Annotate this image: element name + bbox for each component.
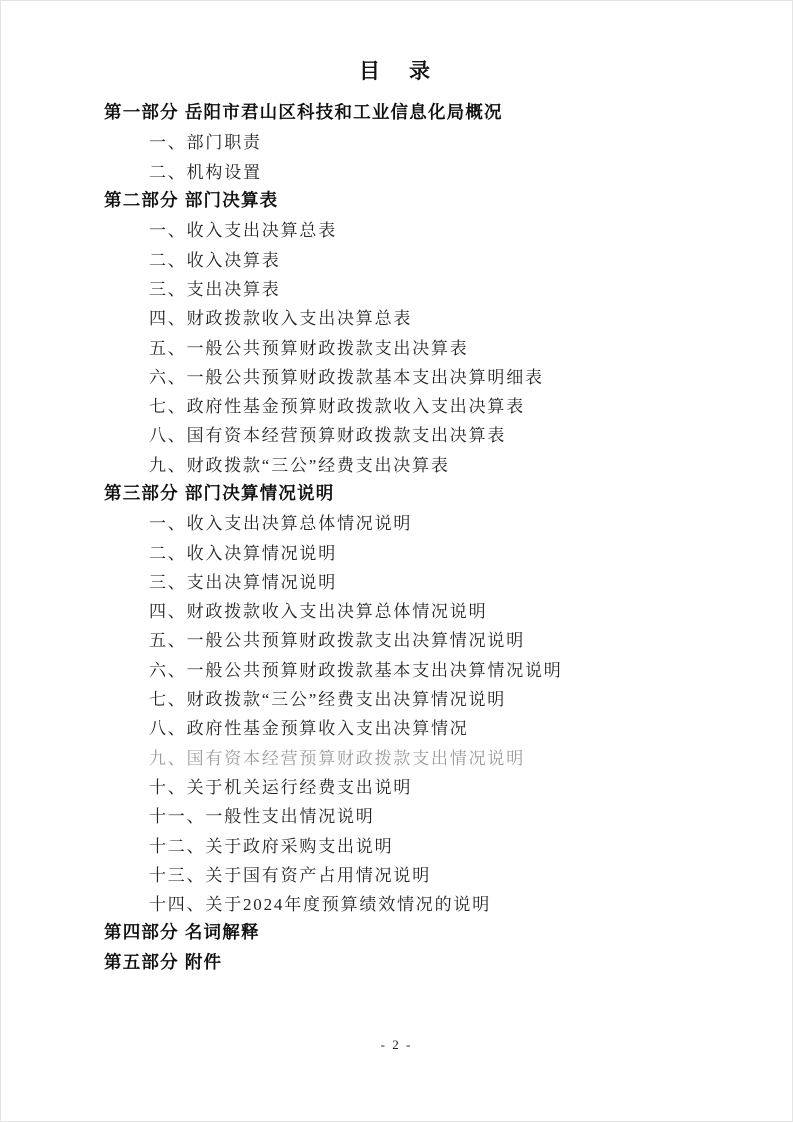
toc-item: 十三、关于国有资产占用情况说明 [149,865,431,885]
toc-item: 四、财政拨款收入支出决算总表 [149,309,413,329]
toc-item-muted: 九、国有资本经营预算财政拨款支出情况说明 [149,748,525,768]
table-of-contents [1,97,792,976]
toc-item: 八、政府性基金预算收入支出决算情况 [149,719,469,739]
page-title: 目 录 [359,60,434,83]
toc-item: 三、支出决算情况说明 [149,572,337,592]
toc-heading-part-4: 第四部分 名词解释 [104,922,260,943]
toc-item: 十一、一般性支出情况说明 [149,807,375,827]
toc-item: 七、政府性基金预算财政拨款收入支出决算表 [149,397,525,417]
page-number: - 2 - [380,1037,413,1052]
toc-item: 一、部门职责 [149,133,262,153]
toc-item: 二、收入决算情况说明 [149,543,337,563]
toc-item: 十、关于机关运行经费支出说明 [149,777,413,797]
toc-item: 七、财政拨款“三公”经费支出决算情况说明 [149,690,507,710]
toc-item: 八、国有资本经营预算财政拨款支出决算表 [149,426,507,446]
toc-item: 十四、关于2024年度预算绩效情况的说明 [149,895,491,915]
toc-heading-part-1: 第一部分 岳阳市君山区科技和工业信息化局概况 [104,102,503,123]
toc-item: 六、一般公共预算财政拨款基本支出决算明细表 [149,367,544,387]
toc-item: 十二、关于政府采购支出说明 [149,836,394,856]
toc-heading-part-3: 第三部分 部门决算情况说明 [104,483,335,503]
toc-item: 五、一般公共预算财政拨款支出决算情况说明 [149,631,525,651]
toc-item: 一、收入支出决算总表 [149,221,337,241]
toc-item: 四、财政拨款收入支出决算总体情况说明 [149,602,488,622]
toc-item: 九、财政拨款“三公”经费支出决算表 [149,455,450,475]
toc-heading-part-2: 第二部分 部门决算表 [104,190,279,211]
toc-heading-part-5: 第五部分 附件 [104,951,223,972]
toc-item: 二、机构设置 [149,162,262,182]
toc-item: 六、一般公共预算财政拨款基本支出决算情况说明 [149,660,563,680]
toc-item: 五、一般公共预算财政拨款支出决算表 [149,338,469,358]
toc-item: 三、支出决算表 [149,279,281,299]
toc-item: 二、收入决算表 [149,250,281,270]
toc-item: 一、收入支出决算总体情况说明 [149,514,413,534]
